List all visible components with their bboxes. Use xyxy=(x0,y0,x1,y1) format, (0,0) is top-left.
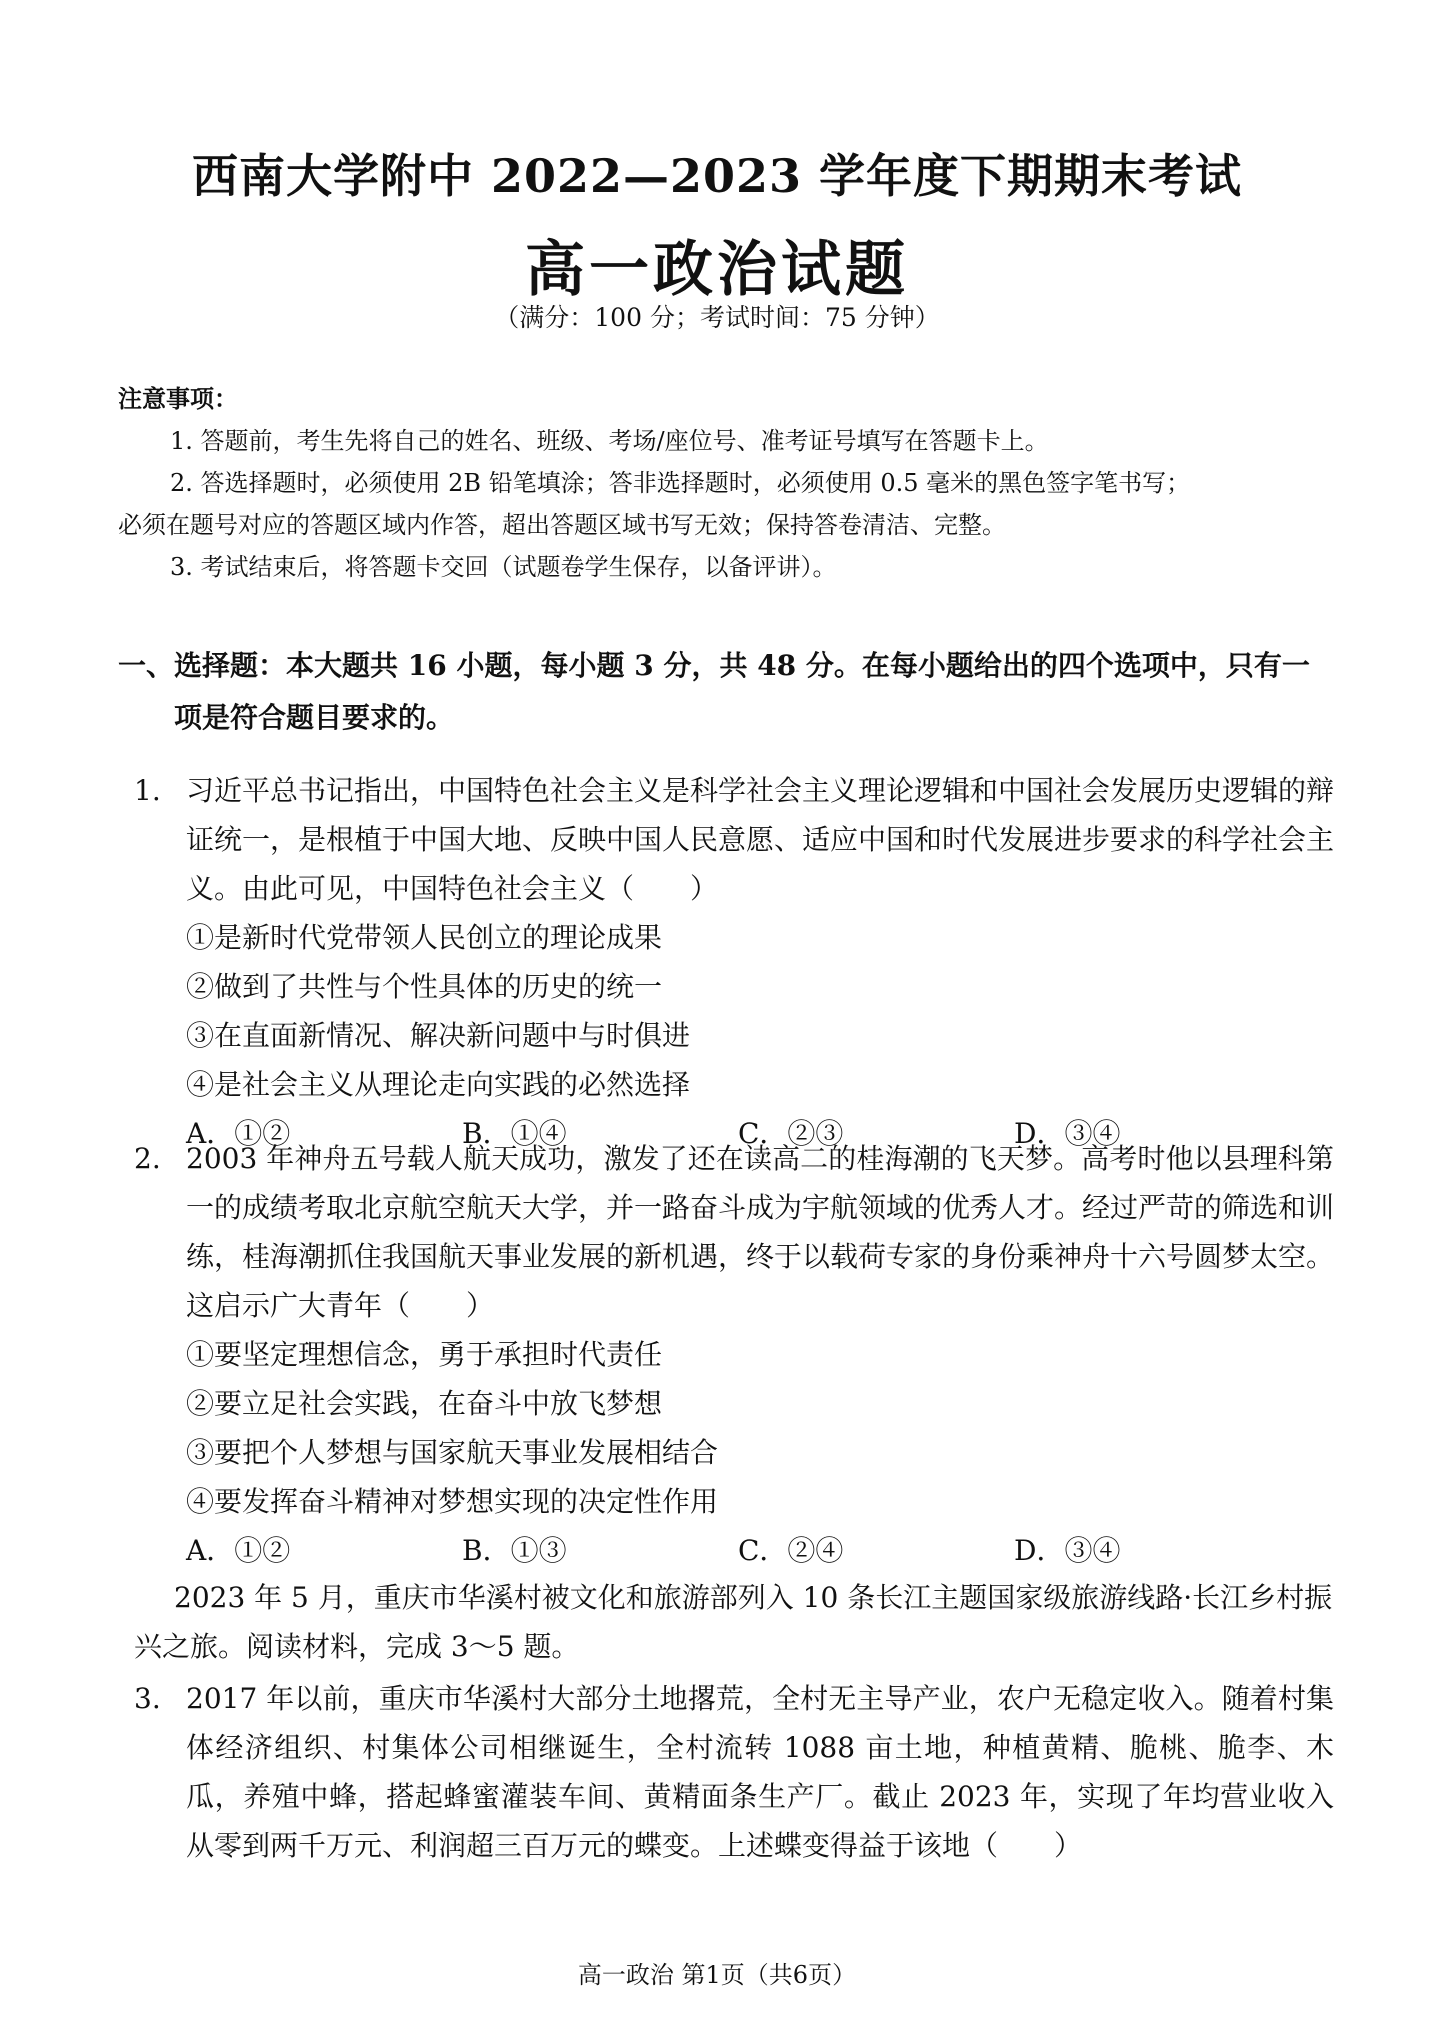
statement-option: ②做到了共性与个性具体的历史的统一 xyxy=(186,970,663,1003)
notes-section xyxy=(118,378,1334,588)
section-heading-line: 项是符合题目要求的。 xyxy=(174,701,455,734)
question-3 xyxy=(134,1674,1334,1870)
question-stem xyxy=(134,1134,1334,1330)
question-stem xyxy=(134,766,1334,913)
statement-option: ①是新时代党带领人民创立的理论成果 xyxy=(186,921,663,954)
exam-subject-title: 高一政治试题 xyxy=(525,235,909,305)
question-text: 2017 年以前，重庆市华溪村大部分土地撂荒，全村无主导产业，农户无稳定收入。随着村集体经济组织、村集体公司相继诞生，全村流转 1088 亩土地，种植黄精、脆桃、脆李、木瓜，养殖中蜂，搭起蜂蜜灌装车间、黄精面条生产厂。截止 2023 年，实现了年均营业收入从零到两千万元、利润超三百万元的蝶变。上述蝶变得益于该地（ ） xyxy=(186,1682,1334,1862)
choice-c: C．②③ xyxy=(738,1117,844,1150)
question-text: 2003 年神舟五号载人航天成功，激发了还在读高二的桂海潮的飞天梦。高考时他以县理科第一的成绩考取北京航空航天大学，并一路奋斗成为宇航领域的优秀人才。经过严苛的筛选和训练，桂海潮抓住我国航天事业发展的新机遇，终于以载荷专家的身份乘神舟十六号圆梦太空。这启示广大青年（ ） xyxy=(186,1142,1335,1322)
question-2 xyxy=(134,1134,1334,1575)
question-stem xyxy=(134,1674,1334,1870)
page-footer: 高一政治 第1页（共6页） xyxy=(577,1961,857,1989)
statement-option: ④是社会主义从理论走向实践的必然选择 xyxy=(186,1068,691,1101)
note-item: 3. 考试结束后，将答题卡交回（试题卷学生保存，以备评讲）。 xyxy=(170,553,837,581)
choice-c: C．②④ xyxy=(738,1534,844,1567)
statement-option: ①要坚定理想信念，勇于承担时代责任 xyxy=(186,1338,663,1371)
exam-title: 西南大学附中 2022—2023 学年度下期期末考试 xyxy=(191,149,1243,203)
question-1 xyxy=(134,766,1334,1158)
note-item: 2. 答选择题时，必须使用 2B 铅笔填涂；答非选择题时，必须使用 0.5 毫米的黑色签字笔书写； xyxy=(170,469,1191,497)
choice-d: D．③④ xyxy=(1014,1534,1121,1567)
question-number: 2. xyxy=(134,1142,161,1175)
statement-option: ②要立足社会实践，在奋斗中放飞梦想 xyxy=(186,1387,663,1420)
note-item: 1. 答题前，考生先将自己的姓名、班级、考场/座位号、准考证号填写在答题卡上。 xyxy=(170,427,1049,455)
choice-d: D．③④ xyxy=(1014,1117,1121,1150)
statement-option: ④要发挥奋斗精神对梦想实现的决定性作用 xyxy=(186,1485,719,1518)
question-number: 3. xyxy=(134,1682,161,1715)
choice-a: A．①② xyxy=(186,1117,291,1150)
section-heading-line: 一、选择题：本大题共 16 小题，每小题 3 分，共 48 分。在每小题给出的四个选项中，只有一 xyxy=(118,649,1310,682)
statement-option: ③在直面新情况、解决新问题中与时俱进 xyxy=(186,1019,691,1052)
notes-title: 注意事项： xyxy=(118,384,238,413)
answer-choices xyxy=(134,1526,1334,1575)
statement-option: ③要把个人梦想与国家航天事业发展相结合 xyxy=(186,1436,719,1469)
reading-material: 2023 年 5 月，重庆市华溪村被文化和旅游部列入 10 条长江主题国家级旅游线路·长江乡村振兴之旅。阅读材料，完成 3～5 题。 xyxy=(134,1581,1333,1663)
choice-b: B．①④ xyxy=(462,1117,567,1150)
choice-a: A．①② xyxy=(186,1534,291,1567)
section-heading xyxy=(118,640,1334,744)
choice-b: B．①③ xyxy=(462,1534,567,1567)
note-item: 必须在题号对应的答题区域内作答，超出答题区域书写无效；保持答卷清洁、完整。 xyxy=(118,511,1006,539)
score-time-info: （满分：100 分；考试时间：75 分钟） xyxy=(494,303,940,332)
question-text: 习近平总书记指出，中国特色社会主义是科学社会主义理论逻辑和中国社会发展历史逻辑的辩证统一，是根植于中国大地、反映中国人民意愿、适应中国和时代发展进步要求的科学社会主义。由此可见，中国特色社会主义（ ） xyxy=(186,774,1335,905)
question-number: 1. xyxy=(134,774,161,807)
